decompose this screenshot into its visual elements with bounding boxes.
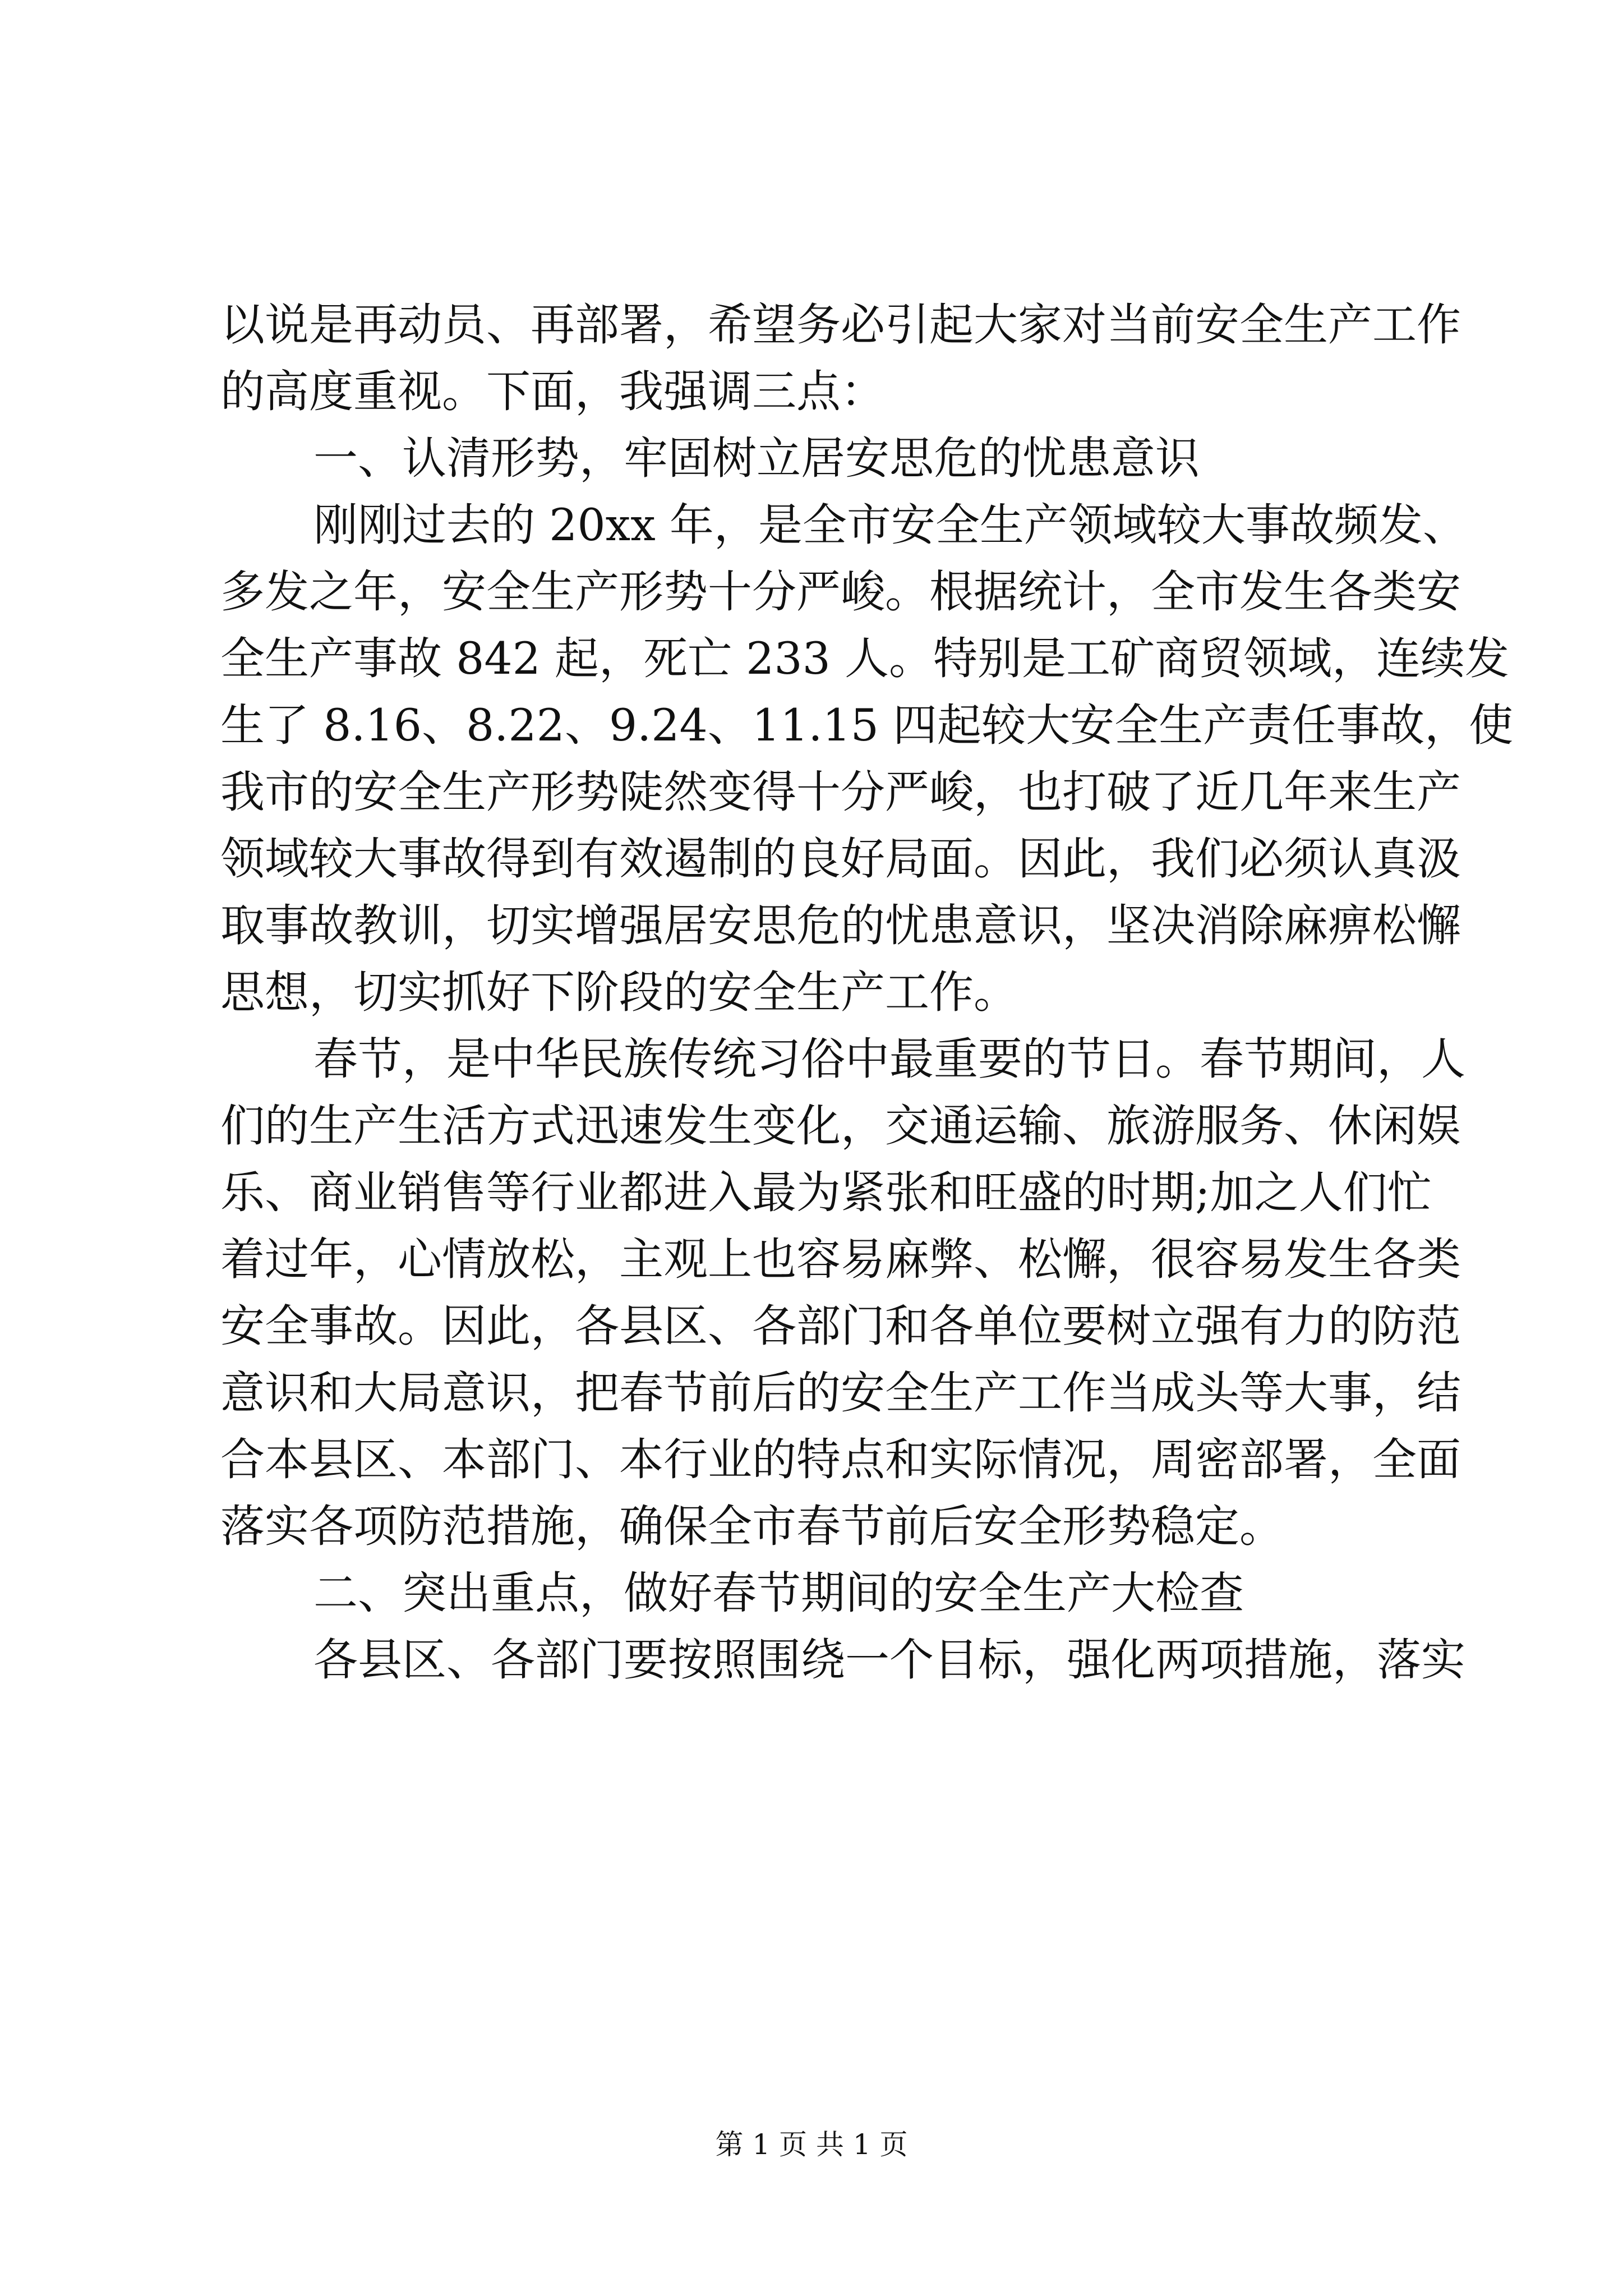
text-line: 们的生产生活方式迅速发生变化，交通运输、旅游服务、休闲娱 [220,1100,1461,1152]
section-heading: 二、突出重点，做好春节期间的安全生产大检查 [313,1567,1244,1619]
text-line: 安全事故。因此，各县区、各部门和各单位要树立强有力的防范 [220,1300,1461,1352]
page-number: 第 1 页 共 1 页 [715,2128,908,2161]
text-line: 取事故教训，切实增强居安思危的忧患意识，坚决消除麻痹松懈 [220,900,1461,951]
text-line: 多发之年，安全生产形势十分严峻。根据统计，全市发生各类安 [220,566,1461,618]
text-line: 刚刚过去的 20xx 年，是全市安全生产领域较大事故频发、 [313,499,1467,551]
page-footer [0,2125,1623,2164]
text-line: 领域较大事故得到有效遏制的良好局面。因此，我们必须认真汲 [220,833,1461,885]
text-line: 意识和大局意识，把春节前后的安全生产工作当成头等大事，结 [220,1367,1461,1419]
text-line: 落实各项防范措施，确保全市春节前后安全形势稳定。 [220,1501,1284,1552]
text-line: 着过年，心情放松，主观上也容易麻弊、松懈，很容易发生各类 [220,1234,1461,1285]
section-heading: 一、认清形势，牢固树立居安思危的忧患意识 [313,432,1200,484]
text-line: 以说是再动员、再部署，希望务必引起大家对当前安全生产工作 [220,299,1461,351]
text-line: 全生产事故 842 起，死亡 233 人。特别是工矿商贸领域，连续发 [220,633,1510,684]
text-line: 思想，切实抓好下阶段的安全生产工作。 [220,967,1018,1018]
body-text [220,292,1514,1694]
text-line: 生了 8.16、8.22、9.24、11.15 四起较大安全生产责任事故，使 [220,700,1514,751]
text-line: 乐、商业销售等行业都进入最为紧张和旺盛的时期;加之人们忙 [220,1167,1432,1218]
text-line: 我市的安全生产形势陡然变得十分严峻，也打破了近几年来生产 [220,766,1461,818]
text-line: 各县区、各部门要按照围绕一个目标，强化两项措施，落实 [313,1634,1465,1686]
text-line: 春节，是中华民族传统习俗中最重要的节日。春节期间，人 [313,1033,1465,1085]
text-line: 的高度重视。下面，我强调三点： [220,366,885,417]
text-line: 合本县区、本部门、本行业的特点和实际情况，周密部署，全面 [220,1434,1461,1485]
